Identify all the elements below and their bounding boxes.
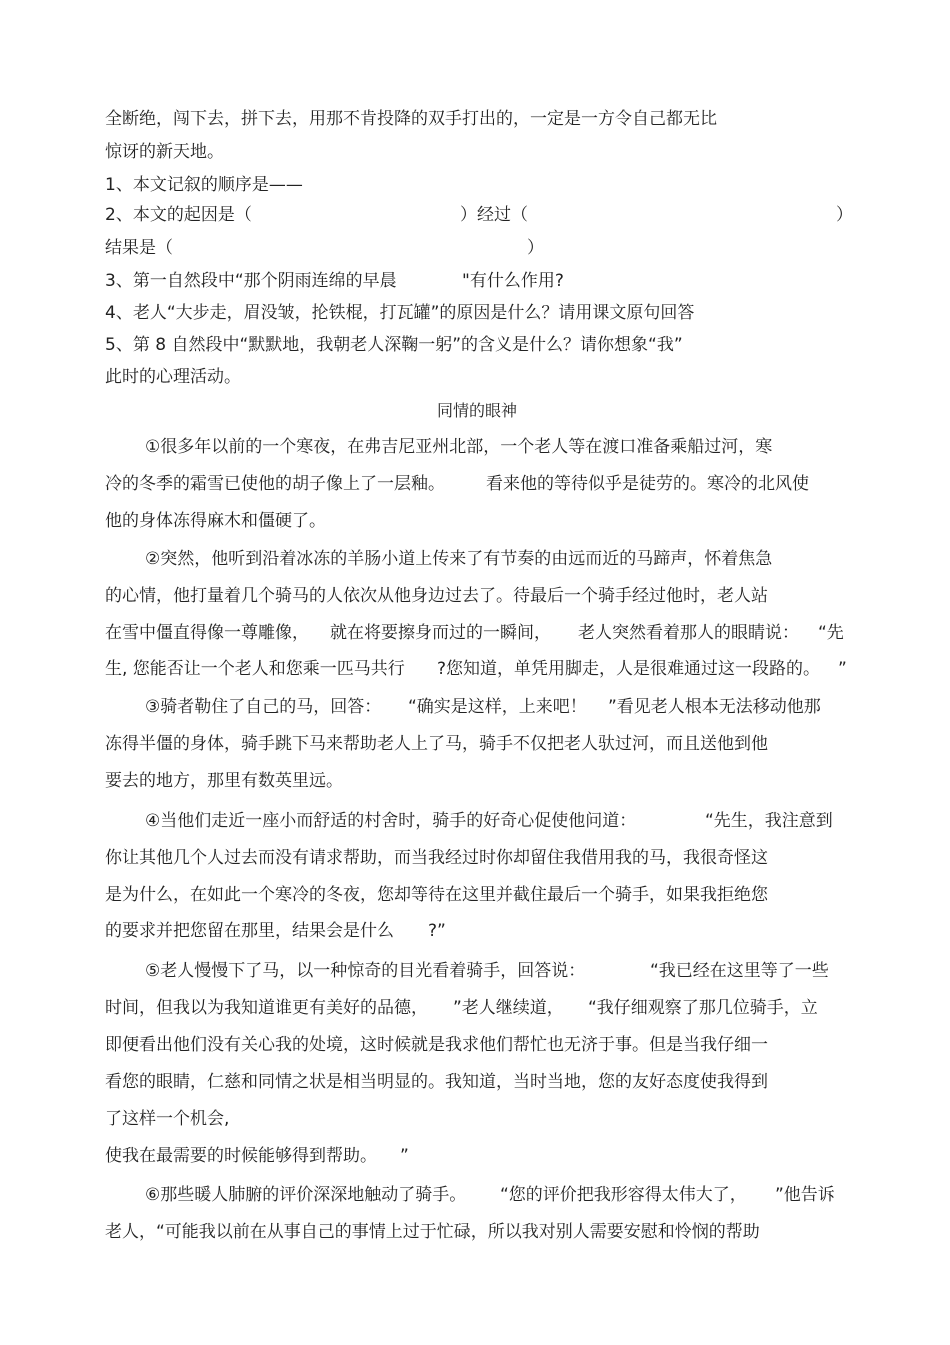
paragraph-5-line-2a: 时间，但我以为我知道谁更有美好的品德， [105,998,428,1018]
paragraph-2-line-3b: 就在将要擦身而过的一瞬间， [330,623,551,643]
paragraph-2-line-2: 的心情，他打量着几个骑马的人依次从他身边过去了。待最后一个骑手经过他时，老人站 [105,586,768,606]
paragraph-2-line-4a: 生, 您能否让一个老人和您乘一匹马共行 [105,659,405,679]
question-1: 1、本文记叙的顺序是—— [105,175,303,195]
question-2-start: 2、本文的起因是（ [105,205,252,225]
paragraph-1-line-3: 他的身体冻得麻木和僵硬了。 [105,511,326,531]
paragraph-2-line-4b: ?您知道，单凭用脚走，人是很难通过这一段路的。 [437,659,821,679]
paragraph-3-line-3: 要去的地方，那里有数英里远。 [105,771,343,791]
paragraph-5-line-5: 了这样一个机会, [105,1109,230,1129]
question-2-end: ） [836,205,853,225]
question-2-result: 结果是（ [105,238,173,258]
paragraph-1-line-1: ①很多年以前的一个寒夜，在弗吉尼亚州北部，一个老人等在渡口准备乘船过河，寒 [145,437,773,457]
question-5-line-1: 5、第 8 自然段中“默默地，我朝老人深鞠一躬”的含义是什么？请你想象“我” [105,335,683,355]
question-2-result-end: ） [527,238,544,258]
paragraph-5-line-4: 看您的眼睛，仁慈和同情之状是相当明显的。我知道，当时当地，您的友好态度使我得到 [105,1072,768,1092]
paragraph-5-line-3: 即便看出他们没有关心我的处境，这时候就是我求他们帮忙也无济于事。但是当我仔细一 [105,1035,768,1055]
intro-line-1: 全断绝，闯下去，拼下去，用那不肯投降的双手打出的，一定是一方令自己都无比 [105,109,717,129]
paragraph-5-line-6b: ” [400,1146,409,1166]
paragraph-6-line-1a: ⑥那些暖人肺腑的评价深深地触动了骑手。 [145,1185,467,1205]
paragraph-2-line-3a: 在雪中僵直得像一尊雕像， [105,623,309,643]
paragraph-5-line-6a: 使我在最需要的时候能够得到帮助。 [105,1146,377,1166]
paragraph-3-line-1c: ”看见老人根本无法移动他那 [608,697,821,717]
paragraph-2-line-3c: 老人突然看着那人的眼睛说： [578,623,799,643]
article-title: 同情的眼神 [437,401,518,420]
paragraph-3-line-1a: ③骑者勒住了自己的马，回答： [145,697,382,717]
paragraph-4-line-4a: 的要求并把您留在那里，结果会是什么 [105,921,394,941]
paragraph-4-line-4b: ?” [428,921,446,941]
paragraph-2-line-3d: “先 [818,623,844,643]
question-5-line-2: 此时的心理活动。 [105,367,241,387]
paragraph-4-line-2: 你让其他几个人过去而没有请求帮助，而当我经过时你却留住我借用我的马，我很奇怪这 [105,848,768,868]
paragraph-4-line-1a: ④当他们走近一座小而舒适的村舍时，骑手的好奇心促使他问道： [145,811,637,831]
paragraph-3-line-1b: “确实是这样，上来吧！ [408,697,587,717]
paragraph-2-line-1: ②突然，他听到沿着冰冻的羊肠小道上传来了有节奏的由远而近的马蹄声，怀着焦急 [145,549,773,569]
paragraph-5-line-1a: ⑤老人慢慢下了马，以一种惊奇的目光看着骑手，回答说： [145,961,586,981]
question-4: 4、老人“大步走，眉没皱，抡铁棍，打瓦罐”的原因是什么？请用课文原句回答 [105,303,695,323]
paragraph-5-line-2b: ”老人继续道， [453,998,564,1018]
paragraph-3-line-2: 冻得半僵的身体，骑手跳下马来帮助老人上了马，骑手不仅把老人驮过河，而且送他到他 [105,734,768,754]
paragraph-1-line-2b: 看来他的等待似乎是徒劳的。寒冷的北风使 [486,474,809,494]
paragraph-2-line-4c: ” [838,659,847,679]
intro-line-2: 惊讶的新天地。 [105,142,224,162]
paragraph-4-line-1b: “先生，我注意到 [705,811,833,831]
question-3-end: "有什么作用? [462,271,564,291]
paragraph-6-line-2: 老人，“可能我以前在从事自己的事情上过于忙碌，所以我对别人需要安慰和怜悯的帮助 [105,1222,760,1242]
paragraph-5-line-1b: “我已经在这里等了一些 [650,961,829,981]
question-3-start: 3、第一自然段中“那个阴雨连绵的早晨 [105,271,397,291]
paragraph-6-line-1b: “您的评价把我形容得太伟大了， [500,1185,747,1205]
paragraph-1-line-2a: 冷的冬季的霜雪已使他的胡子像上了一层釉。 [105,474,445,494]
paragraph-4-line-3: 是为什么，在如此一个寒冷的冬夜，您却等待在这里并截住最后一个骑手，如果我拒绝您 [105,885,768,905]
paragraph-6-line-1c: ”他告诉 [775,1185,835,1205]
question-2-middle: ）经过（ [460,205,528,225]
paragraph-5-line-2c: “我仔细观察了那几位骑手，立 [588,998,818,1018]
